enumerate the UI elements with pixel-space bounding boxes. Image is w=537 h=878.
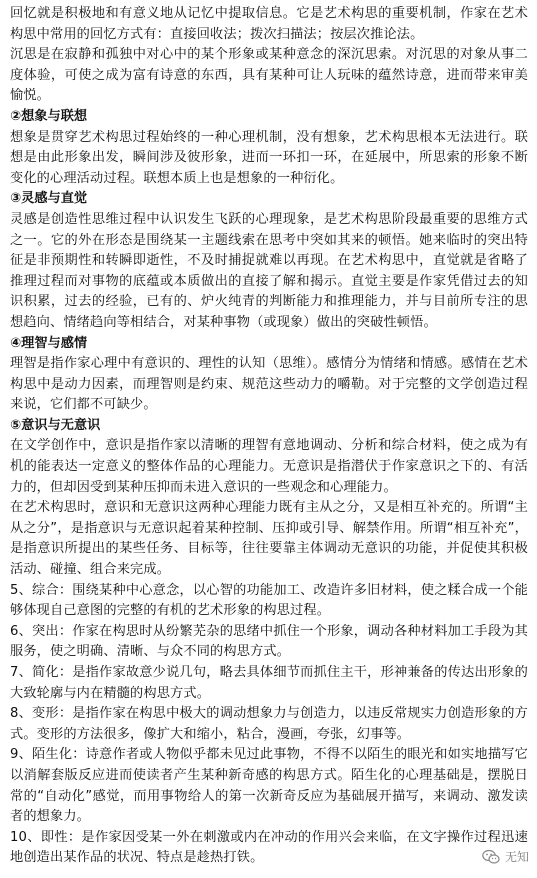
section-heading: ④理智与感情 [10,335,88,351]
wechat-icon [482,849,500,865]
section-heading: ③灵感与直觉 [10,191,88,207]
section-heading: ②想象与联想 [10,108,88,124]
document-body [10,4,528,869]
paragraph: 10、即性：是作家因受某一外在刺激或内在冲动的作用兴会来临，在文字操作过程迅速地创造出某作品的状况、特点是趁热打铁。 [10,829,528,866]
paragraph: 回忆就是积极地和有意义地从记忆中提取信息。它是艺术构思的重要机制，作家在艺术构思中常用的回忆方式有：直接回收法；拨次扫描法；按层次推论法。 [10,6,528,42]
paragraph: 6、突出：作家在构思时从纷繁芜杂的思绪中抓住一个形象，调动各种材料加工手段为其服务，使之明确、清晰、与众不同的构思方式。 [10,623,528,660]
paragraph: 在艺术构思时，意识和无意识这两种心理能力既有主从之分，又是相互补充的。所谓“主从之分”，是指意识与无意识起着某种控制、压抑或引导、解禁作用。所谓“相互补充”，是指意识所提出的某些任务、目标等，往往要靠主体调动无意识的功能，并促使其积极活动、碰撞、组合来完成。 [10,500,528,578]
paragraph: 想象是贯穿艺术构思过程始终的一种心理机制，没有想象，艺术构思根本无法进行。联想是由此形象出发，瞬间涉及彼形象，进而一环扣一环，在延展中，所思索的形象不断变化的心理活动过程。联想本质上也是想象的一种衍化。 [10,129,528,186]
paragraph: 5、综合：围绕某种中心意念，以心智的功能加工、改造许多旧材料，使之糅合成一个能够体现自己意图的完整的有机的艺术形象的构思过程。 [10,582,528,619]
paragraph: 在文学创作中，意识是指作家以清晰的理智有意地调动、分析和综合材料，使之成为有机的能表达一定意义的整体作品的心理能力。无意识是指潜伏于作家意识之下的、有活力的，但却因受到某种压抑而未进入意识的一些观念和心理能力。 [10,438,528,495]
watermark [482,848,529,865]
watermark-text: 无知 [504,850,529,864]
paragraph: 7、简化：是指作家故意少说几句，略去具体细节而抓住主干，形神兼备的传达出形象的大致轮廓与内在精髓的构思方式。 [10,665,528,701]
paragraph: 理智是指作家心理中有意识的、理性的认知（思维）。感情分为情绪和情感。感情在艺术构思中是动力因素，而理智则是约束、规范这些动力的嚼勒。对于完整的文学创造过程来说，它们都不可缺少。 [10,356,528,413]
paragraph: 8、变形：是指作家在构思中极大的调动想象力与创造力，以违反常规实力创造形象的方式。变形的方法很多，像扩大和缩小，粘合，漫画，夸张，幻事等。 [10,706,528,742]
paragraph: 9、陌生化：诗意作者或人物似乎都未见过此事物，不得不以陌生的眼光和如实地描写它以消解套版反应进而使读者产生某种新奇感的构思方式。陌生化的心理基础是，摆脱日常的“自动化”感觉，而用事物给人的第一次新奇反应为基础展开描写，来调动、激发读者的想象力。 [10,747,528,825]
paragraph: 灵感是创造性思维过程中认识发生飞跃的心理现象，是艺术构思阶段最重要的思维方式之一。它的外在形态是围绕某一主题线索在思考中突如其来的顿悟。她来临时的突出特征是非预期性和转瞬即逝性，不及时捕捉就难以再现。在艺术构思中，直觉就是省略了推理过程而对事物的底蕴或本质做出的直接了解和揭示。直觉主要是作家凭借过去的知识积累，过去的经验，已有的、炉火纯青的判断能力和推理能力，并与目前所专注的思想趋向、情绪趋向等相结合，对某种事物（或现象）做出的突破性顿悟。 [10,211,528,330]
paragraph: 沉思是在寂静和孤独中对心中的某个形象或某种意念的深沉思索。对沉思的对象从事二度体验，可使之成为富有诗意的东西，具有某种可让人玩味的蕴然诗意，进而带来审美愉悦。 [10,47,528,104]
section-heading: ⑤意识与无意识 [10,417,101,433]
